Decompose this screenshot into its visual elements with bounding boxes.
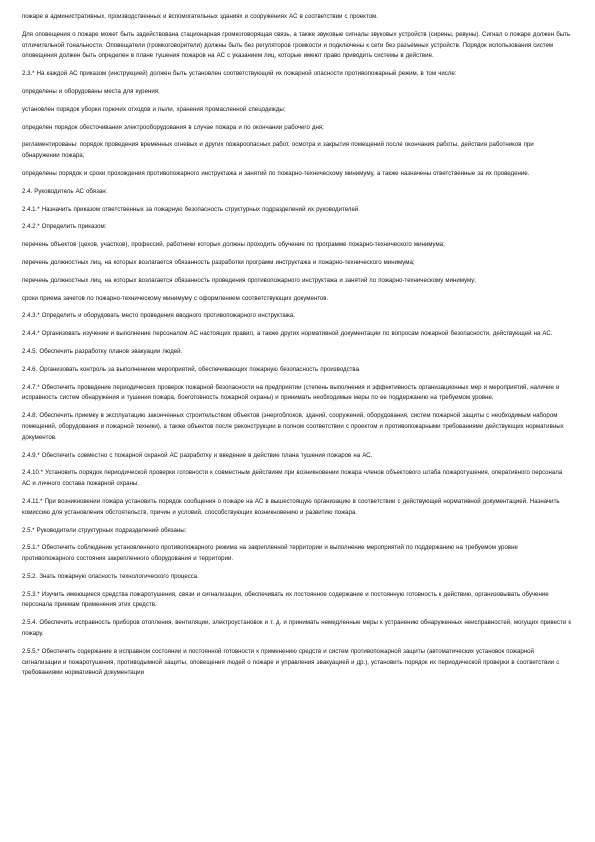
paragraph-waste-cleanup: установлен порядок уборки горючих отходов и пыли, хранения промасленной спецодежды; [22,105,286,113]
paragraph-smoking-areas: определены и оборудованы места для курения; [22,87,160,95]
paragraph-hot-work-rules: регламентированы: порядок проведения временных огневых и других пожароопасных работ, осмотра и закрытия помещений после окончания работы, действия работников при обнаружении пожара; [22,141,534,160]
paragraph-fire-alarm-premises: пожаре в административных, производственных и вспомогательных зданиях и сооружениях АС в соответствии с проектом. [22,13,378,20]
paragraph-2-4-8: 2.4.8. Обеспечить приемку в эксплуатацию законченных строительством объектов (энергоблоков, зданий, сооружений, оборудования, систем пожарной защиты с необходимым набором помещений, оборудования и пожарной техники), а также объектов после реконструкции в полном соответствии с проектом и противопожарными требованиями действующих нормативных документов. [22,412,564,441]
paragraph-program-developers: перечень должностных лиц, на которых возлагается обязанность разработки программ инструктажа и пожарно-технического минимума; [22,258,415,266]
paragraph-2-5-1: 2.5.1.* Обеспечить соблюдение установленного противопожарного режима на закрепленной территории и выполнение мероприятий по поддержанию на требуемом уровне противопожарного состояния закрепленного оборудования и территории. [22,544,518,563]
paragraph-2-4-7: 2.4.7.* Обеспечить проведение периодических проверок пожарной безопасности на предприятии (степень выполнения и эффективность организационных мер и мероприятий, наличие и исправность систем обнаружения и тушения пожара, боеготовность пожарной охраны) и принимать необходимые меры по ее поддержанию на требуемом уровне. [22,383,560,402]
paragraph-instruction-schedule: определены порядок и сроки прохождения противопожарного инструктажа и занятий по пожарно-техническому минимуму, а также назначены ответственные за их проведение. [22,169,530,177]
document-body [22,12,572,686]
paragraph-2-5-5: 2.5.5.* Обеспечить содержание в исправном состоянии и постоянной готовности к применению средств и систем противопожарной защиты (автоматических установок пожарной сигнализации и пожаротушения, противодымной защиты, оповещения людей о пожаре и управления эвакуацией и др.), установить порядок их периодической проверки в соответствии с требованиями нормативной документации [22,647,560,677]
paragraph-2-4-4: 2.4.4.* Организовать изучение и выполнение персоналом АС настоящих правил, а также других нормативной документации по вопросам пожарной безопасности, действующей на АС. [22,330,553,338]
paragraph-2-5-4: 2.5.4. Обеспечить исправность приборов отопления, вентиляции, электроустановок и т. д. и принимать немедленные меры к устранению обнаруженных неисправностей, могущих привести к пожару. [22,619,571,638]
paragraph-2-3: 2.3.* На каждой АС приказом (инструкцией) должен быть установлен соответствующий их пожарной опасности противопожарный режим, в том числе: [22,70,457,78]
paragraph-2-4-11: 2.4.11.* При возникновении пожара установить порядок сообщения о пожаре на АС в вышестоящую организацию в соответствии с действующей нормативной документацией. Назначить комиссию для установления обстоятельств, причин и условий, способствующих возникновению и развитию пожара. [22,497,560,516]
paragraph-2-4: 2.4. Руководитель АС обязан: [22,187,108,195]
paragraph-alert-system: Для оповещения о пожаре может быть задействована стационарная громкоговорящая связь, а также звуковые сигналы звуковых устройств (сирены, ревуны). Сигнал о пожаре должен быть отличительной тональности. Оповещатели (громкоговорители) должны быть без регуляторов громкости и подключены к сети без разъемных устройств. Порядок использования систем оповещения должен быть определен в плане тушения пожаров на АС с указанием лиц, которые имеют право приводить системы в действие. [22,30,571,60]
paragraph-2-5-3: 2.5.3.* Изучить имеющиеся средства пожаротушения, связи и сигнализации, обеспечивать их постоянное содержание и постоянную готовность к действию, организовывать обучение персонала приемам применения этих средств. [22,590,549,609]
paragraph-2-5: 2.5.* Руководители структурных подразделений обязаны: [22,526,187,534]
paragraph-de-energizing: определен порядок обесточивания электрооборудования в случае пожара и по окончании рабочего дня; [22,123,324,131]
paragraph-2-5-2: 2.5.2. Знать пожарную опасность технологического процесса. [22,572,199,580]
paragraph-2-4-9: 2.4.9.* Обеспечить совместно с пожарной охраной АС разработку и введение в действие плана тушения пожаров на АС. [22,451,373,459]
paragraph-exam-terms: сроки приема зачетов по пожарно-техническому минимуму с оформлением соответствующих документов. [22,294,329,302]
paragraph-instructors: перечень должностных лиц, на которых возлагается обязанность проведения противопожарного инструктажа и занятий по пожарно-техническому минимуму; [22,276,476,284]
paragraph-2-4-1: 2.4.1.* Назначить приказом ответственных за пожарную безопасность структурных подразделений их руководителей. [22,205,360,213]
paragraph-2-4-3: 2.4.3.* Определить и оборудовать место проведения вводного противопожарного инструктажа. [22,312,295,320]
paragraph-2-4-5: 2.4.5. Обеспечить разработку планов эвакуации людей. [22,347,183,355]
paragraph-2-4-6: 2.4.6. Организовать контроль за выполнением мероприятий, обеспечивающих пожарную безопасность производства. [22,365,361,373]
paragraph-2-4-10: 2.4.10.* Установить порядок периодической проверки готовности к совместным действиям при возникновении пожара членов объектового штаба пожаротушения, оперативного персонала АС и личного состава пожарной охраны. [22,469,563,488]
paragraph-2-4-2: 2.4.2.* Определить приказом: [22,223,107,231]
paragraph-training-list: перечень объектов (цехов, участков), профессий, работники которых должны проходить обучение по программе пожарно-технического минимума; [22,241,445,249]
